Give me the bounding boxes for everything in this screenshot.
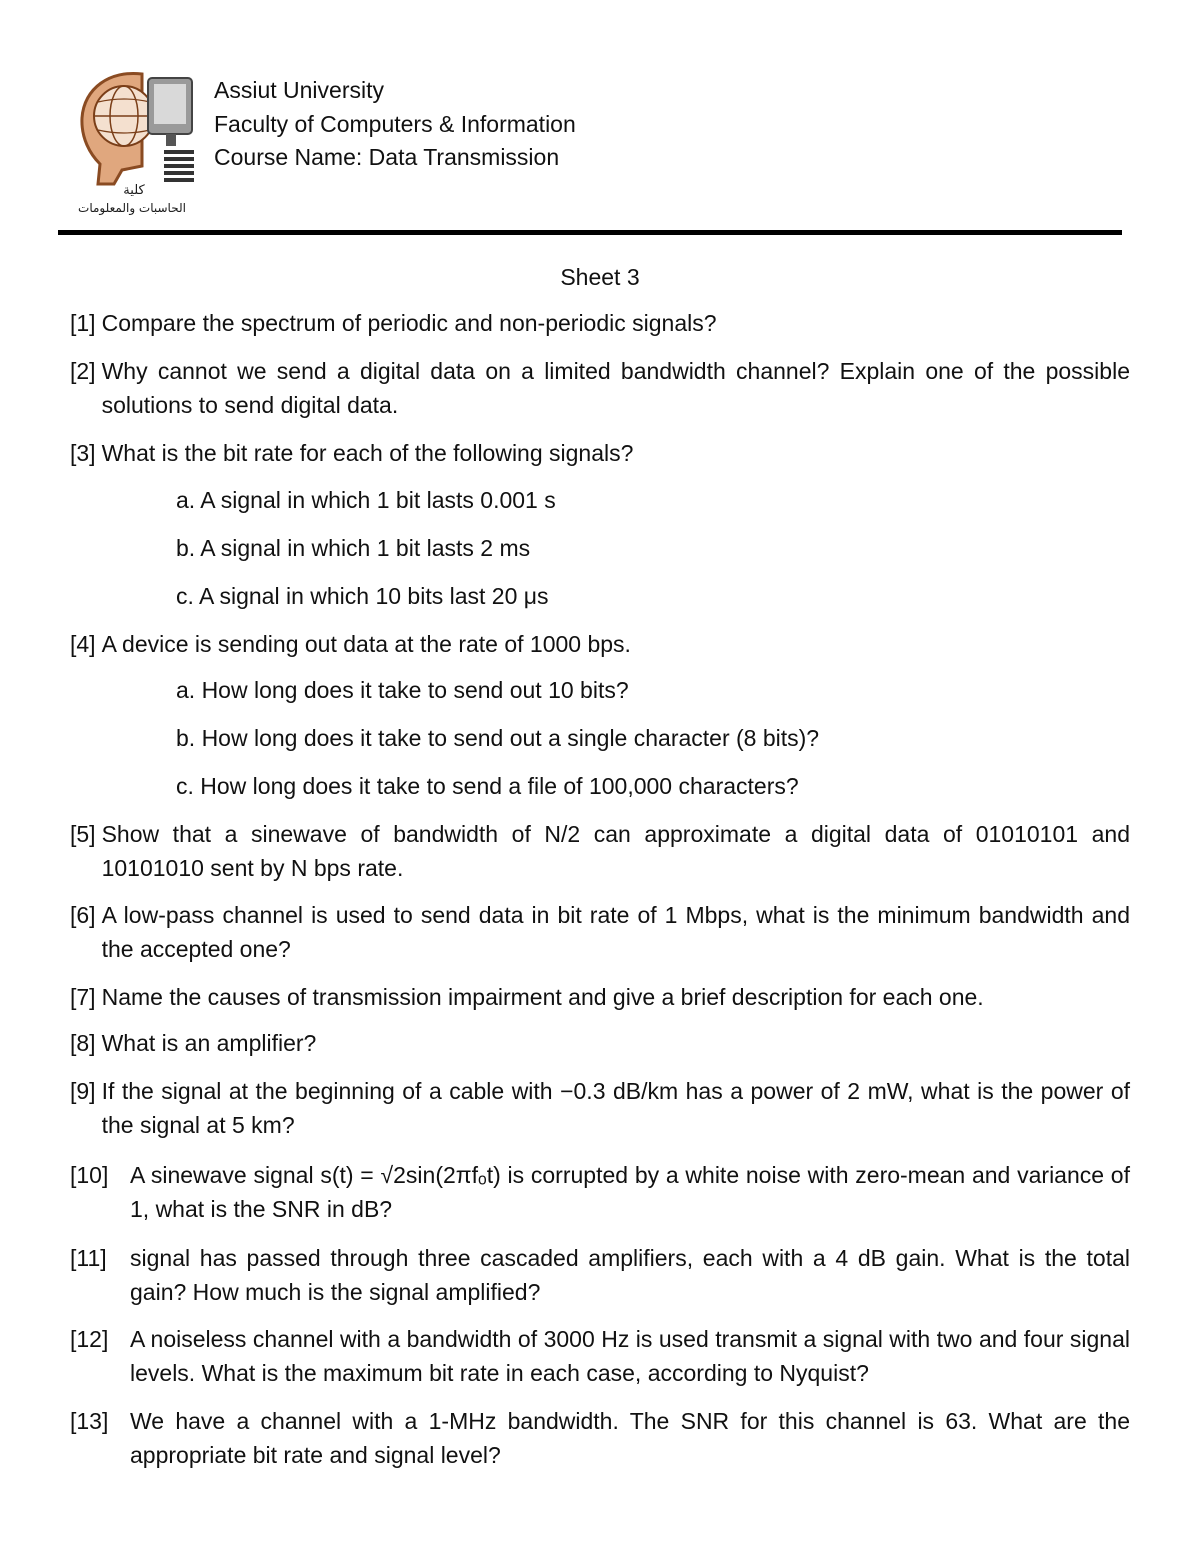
question-text: A noiseless channel with a bandwidth of 3000 Hz is used transmit a signal with two and four signal levels. What is the maximum bit rate in each case, according to Nyquist? (130, 1326, 1130, 1386)
question-text: A low-pass channel is used to send data in bit rate of 1 Mbps, what is the minimum bandwidth and the accepted one? (101, 902, 1130, 962)
question-text: We have a channel with a 1-MHz bandwidth. The SNR for this channel is 63. What are the appropriate bit rate and signal level? (130, 1408, 1130, 1468)
question-4-sub-c: c. How long does it take to send a file of 100,000 characters? (176, 773, 799, 799)
document-header (214, 74, 576, 175)
question-10 (70, 1158, 1130, 1226)
question-text: A sinewave signal s(t) = √2sin(2πfₒt) is corrupted by a white noise with zero-mean and variance of 1, what is the SNR in dB? (130, 1162, 1130, 1222)
header-divider (58, 230, 1122, 235)
question-text: signal has passed through three cascaded amplifiers, each with a 4 dB gain. What is the total gain? How much is the signal amplified? (130, 1245, 1130, 1305)
question-number: [7] (70, 984, 96, 1010)
question-text: Name the causes of transmission impairment and give a brief description for each one. (101, 984, 984, 1010)
university-name: Assiut University (214, 77, 384, 103)
question-number: [1] (70, 310, 96, 336)
question-2 (70, 354, 1130, 422)
question-4 (70, 627, 1130, 661)
question-text: Show that a sinewave of bandwidth of N/2 can approximate a digital data of 01010101 and 10101010 sent by N bps rate. (101, 821, 1130, 881)
question-number: [3] (70, 440, 96, 466)
question-text: Why cannot we send a digital data on a limited bandwidth channel? Explain one of the possible solutions to send digital data. (101, 358, 1130, 418)
question-number: [12] (70, 1326, 109, 1352)
question-4-sub-a: a. How long does it take to send out 10 bits? (176, 677, 629, 703)
question-1 (70, 306, 1130, 340)
question-number: [2] (70, 358, 96, 384)
question-text: What is the bit rate for each of the following signals? (101, 440, 634, 466)
sheet-title: Sheet 3 (560, 264, 640, 290)
question-6 (70, 898, 1130, 966)
question-number: [9] (70, 1078, 96, 1104)
question-3-sub-c: c. A signal in which 10 bits last 20 μs (176, 583, 549, 609)
question-number: [11] (70, 1245, 107, 1271)
question-number: [4] (70, 631, 96, 657)
question-number: [13] (70, 1408, 109, 1434)
question-text: What is an amplifier? (101, 1030, 317, 1056)
question-3-sub-a: a. A signal in which 1 bit lasts 0.001 s (176, 487, 556, 513)
question-number: [5] (70, 821, 96, 847)
question-text: Compare the spectrum of periodic and non-periodic signals? (101, 310, 717, 336)
question-number: [10] (70, 1162, 109, 1188)
question-number: [6] (70, 902, 96, 928)
course-name: Course Name: Data Transmission (214, 144, 560, 170)
question-8 (70, 1026, 1130, 1060)
question-13 (70, 1404, 1130, 1472)
question-3-sub-b: b. A signal in which 1 bit lasts 2 ms (176, 535, 531, 561)
question-11 (70, 1241, 1130, 1309)
question-number: [8] (70, 1030, 96, 1056)
faculty-logo (72, 66, 202, 216)
question-text: A device is sending out data at the rate of 1000 bps. (101, 631, 631, 657)
question-9 (70, 1074, 1130, 1142)
logo-text-line2: الحاسبات والمعلومات (78, 201, 186, 215)
logo-text-line1: كلية (123, 183, 145, 198)
question-12 (70, 1322, 1130, 1390)
question-text: If the signal at the beginning of a cable with −0.3 dB/km has a power of 2 mW, what is the power of the signal at 5 km? (101, 1078, 1130, 1138)
question-7 (70, 980, 1130, 1014)
question-5 (70, 817, 1130, 885)
faculty-name: Faculty of Computers & Information (214, 110, 576, 137)
question-4-sub-b: b. How long does it take to send out a single character (8 bits)? (176, 725, 820, 751)
question-3 (70, 436, 1130, 470)
